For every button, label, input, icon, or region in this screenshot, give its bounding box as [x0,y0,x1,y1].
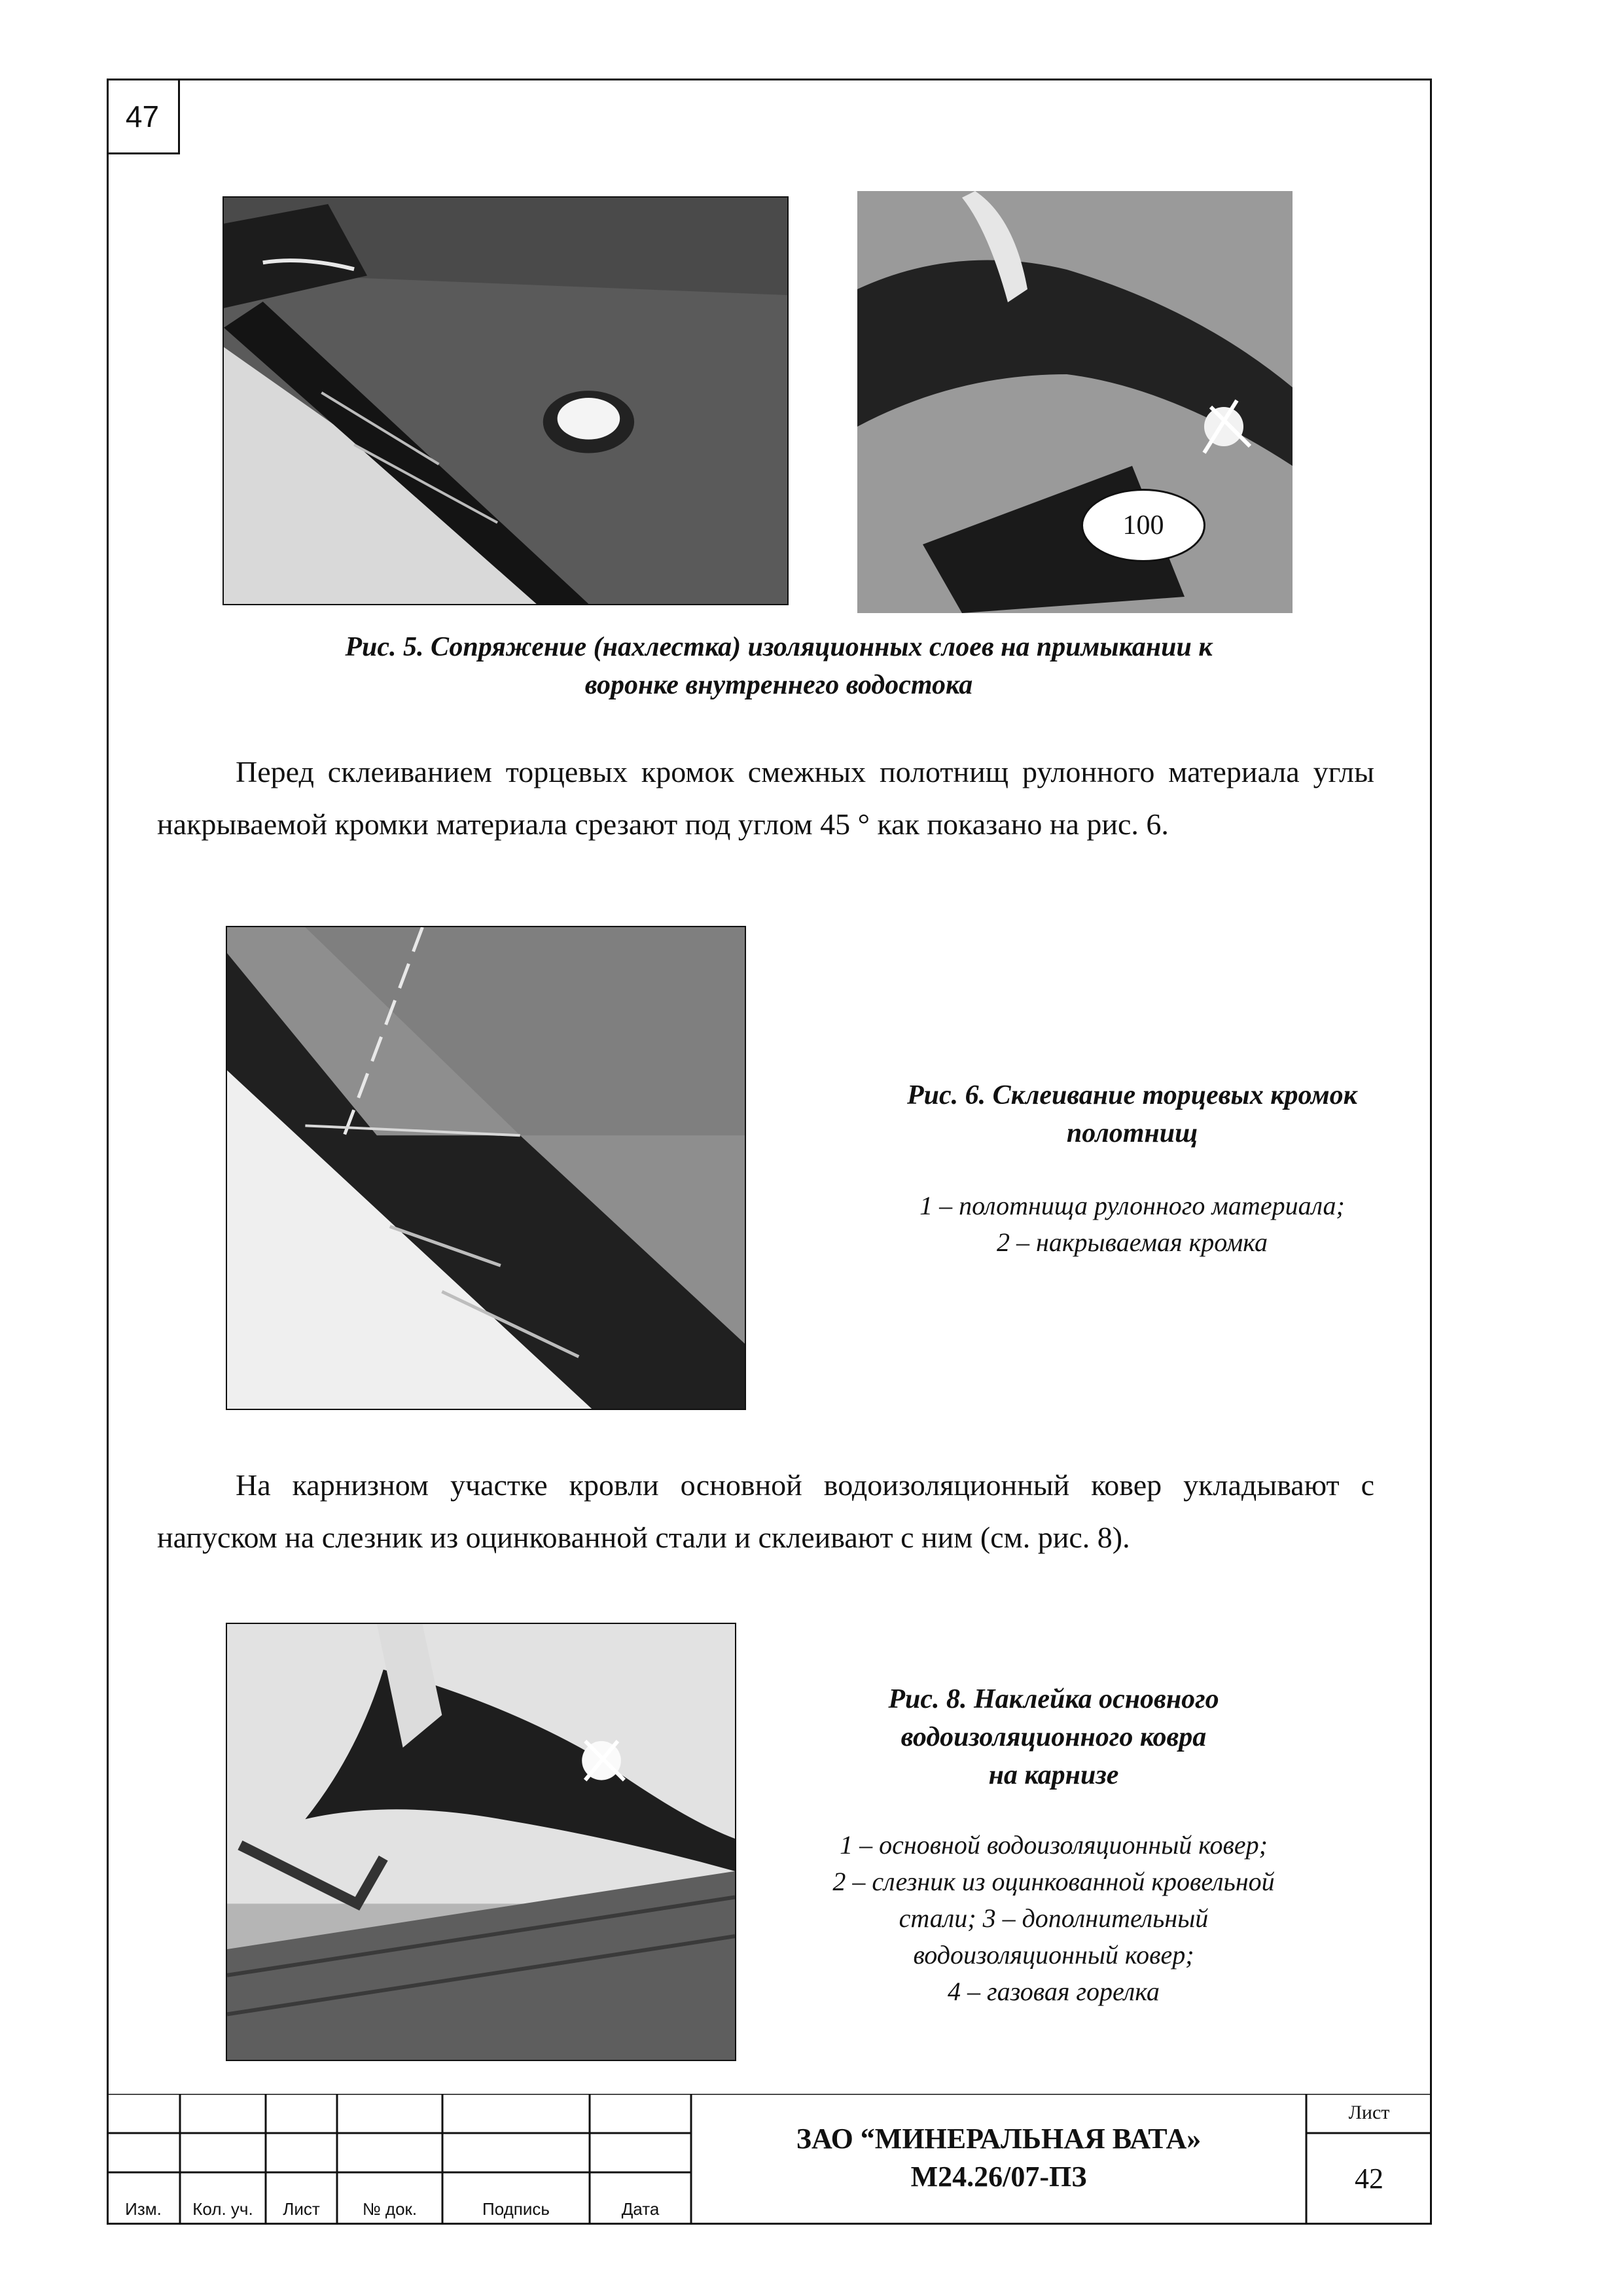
figure8-legend [740,1827,1368,2010]
figure6-legend-line2: 2 – накрываемая кромка [996,1227,1268,1257]
organization-block [691,2120,1306,2196]
figure8-legend-line2: 2 – слезник из оцинкованной кровельной [832,1867,1275,1896]
label-date: Дата [621,2199,660,2219]
figure5-caption-line1: Рис. 5. Сопряжение (нахлестка) изоляционных слоев на примыкании к [345,632,1213,662]
figure5-photo-right [857,191,1293,613]
figure6-photo [226,926,746,1410]
label-doc-no: № док. [362,2199,418,2219]
organization-name: ЗАО “МИНЕРАЛЬНАЯ ВАТА» [796,2123,1202,2155]
figure6-legend [851,1188,1414,1261]
sheet-label: Лист [1348,2102,1390,2123]
figure6-legend-line1: 1 – полотнища рулонного материала; [919,1191,1345,1220]
figure6-caption [851,1076,1414,1152]
callout-100: 100 [1081,489,1205,562]
paragraph-1: Перед склеиванием торцевых кромок смежных полотнищ рулонного материала углы накрываемой кромки материала срезают под углом 45 ° как показано на рис. 6. [157,755,1374,841]
sheet-number: 42 [1355,2163,1383,2195]
page-number: 47 [107,79,180,154]
figure8-caption-line2: водоизоляционного ковра [901,1722,1207,1752]
title-block [107,2094,1432,2225]
figure8-caption-line1: Рис. 8. Наклейка основного [888,1684,1219,1714]
figure5-photo-left [223,196,789,605]
figure8-legend-line1: 1 – основной водоизоляционный ковер; [840,1830,1268,1860]
document-code: М24.26/07-ПЗ [910,2161,1087,2193]
label-signature: Подпись [482,2199,550,2219]
figure5-caption-line2: воронке внутреннего водостока [584,670,973,700]
figure8-legend-line5: 4 – газовая горелка [948,1977,1160,2006]
figure8-photo [226,1623,736,2061]
figure8-caption-line3: на карнизе [988,1760,1119,1790]
figure6-caption-line2: полотнищ [1066,1118,1198,1148]
label-izm: Изм. [125,2199,162,2219]
figure8-legend-line3: стали; 3 – дополнительный [899,1903,1209,1933]
figure8-legend-line4: водоизоляционный ковер; [913,1940,1194,1969]
figure6-caption-line1: Рис. 6. Склеивание торцевых кромок [907,1080,1357,1110]
paragraph-2: На карнизном участке кровли основной водоизоляционный ковер укладывают с напуском на слезник из оцинкованной стали и склеивают с ним (см. рис. 8). [157,1468,1374,1554]
label-kol-uch: Кол. уч. [192,2199,253,2219]
figure8-caption [805,1680,1302,1794]
label-list: Лист [283,2199,320,2219]
figure5-caption [196,628,1361,704]
